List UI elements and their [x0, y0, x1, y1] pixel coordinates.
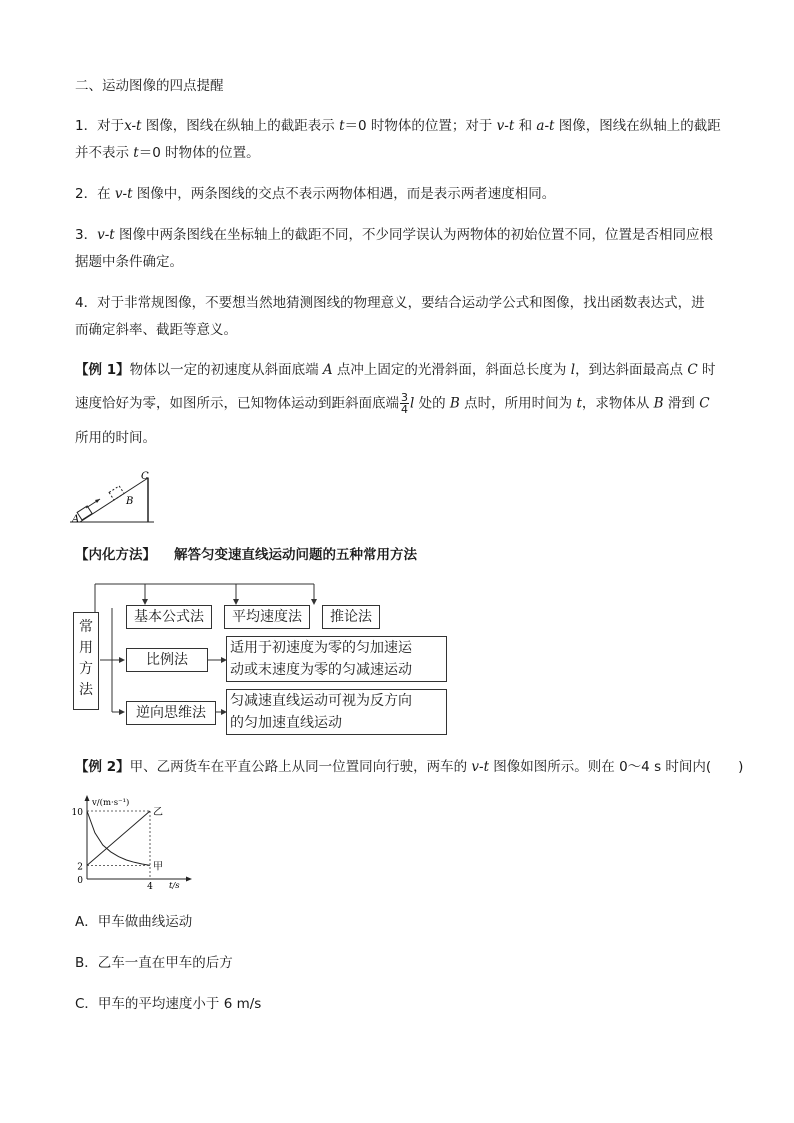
example-1-line-2: 速度恰好为零，如图所示，已知物体运动到距斜面底端 $\frac{3}{4}$ l 处的 B 点时，所用时间为 t，求物体从 B 滑到 C [75, 391, 710, 416]
point-1-line-2: 并不表示 t＝0 时物体的位置。 [75, 145, 260, 161]
method-basic-formula: 基本公式法 [126, 605, 212, 629]
series-lines [87, 811, 150, 865]
label-b: B [126, 496, 134, 507]
y-tick-label: 0 [77, 876, 83, 886]
x-axis-arrow-icon [186, 877, 192, 882]
option-a[interactable]: A．甲车做曲线运动 [75, 914, 193, 930]
method-average-velocity: 平均速度法 [224, 605, 310, 629]
section-title: 二、运动图像的四点提醒 [75, 78, 224, 94]
guide-lines [87, 811, 150, 879]
point-4-line-2: 而确定斜率、截距等意义。 [75, 322, 237, 338]
example-2-stem: 【例 2】甲、乙两货车在平直公路上从同一位置同向行驶，两车的 v-t 图像如图所示。则在 0～4 s 时间内( ) [75, 759, 744, 775]
x-axis-label: t/s [169, 881, 180, 891]
vt-chart [70, 795, 200, 895]
example-1-line-3: 所用的时间。 [75, 430, 156, 446]
y-tick-label: 10 [71, 808, 83, 818]
method-reverse-desc: 匀减速直线运动可视为反方向 的匀加速直线运动 [226, 689, 447, 735]
method-header: 【内化方法】 解答匀变速直线运动问题的五种常用方法 [75, 547, 417, 563]
example-1-line-1: 【例 1】物体以一定的初速度从斜面底端 A 点冲上固定的光滑斜面，斜面总长度为 l，到达斜面最高点 C 时 [75, 362, 716, 378]
method-ratio: 比例法 [126, 648, 208, 672]
incline-figure [70, 470, 160, 526]
series-label-2: 甲 [153, 861, 163, 873]
point-3-line-1: 3．v-t 图像中两条图线在坐标轴上的截距不同，不少同学误认为两物体的初始位置不同，位置是否相同应根 [75, 227, 714, 243]
series-line-1 [87, 811, 150, 865]
x-tick-label: 4 [147, 882, 153, 892]
option-b[interactable]: B．乙车一直在甲车的后方 [75, 955, 233, 971]
arrow-head-icon [95, 499, 100, 503]
series-label-1: 乙 [153, 807, 163, 818]
point-4-line-1: 4．对于非常规图像，不要想当然地猜测图线的物理意义，要结合运动学公式和图像，找出函数表达式，进 [75, 295, 705, 311]
method-root: 常 用 方 法 [73, 612, 99, 710]
y-axis-arrow-icon [85, 795, 90, 801]
y-axis-label: v/(m·s⁻¹) [92, 798, 130, 808]
label-c: C [141, 471, 149, 482]
label-a: A [72, 514, 80, 525]
y-tick-label: 2 [77, 862, 83, 873]
fraction: $\frac{3}{4}$ [401, 391, 408, 416]
method-ratio-desc: 适用于初速度为零的匀加速运 动或末速度为零的匀减速运动 [226, 636, 447, 682]
option-c[interactable]: C．甲车的平均速度小于 6 m/s [75, 996, 262, 1012]
point-3-line-2: 据题中条件确定。 [75, 254, 183, 270]
block-dashed [109, 486, 124, 500]
point-2: 2．在 v-t 图像中，两条图线的交点不表示两物体相遇，而是表示两者速度相同。 [75, 186, 556, 202]
method-inference: 推论法 [322, 605, 380, 629]
point-1-line-1: 1．对于x-t 图像，图线在纵轴上的截距表示 t＝0 时物体的位置；对于 v-t 和 a-t 图像，图线在纵轴上的截距 [75, 118, 721, 134]
method-reverse-thinking: 逆向思维法 [126, 701, 216, 725]
block [77, 506, 92, 520]
